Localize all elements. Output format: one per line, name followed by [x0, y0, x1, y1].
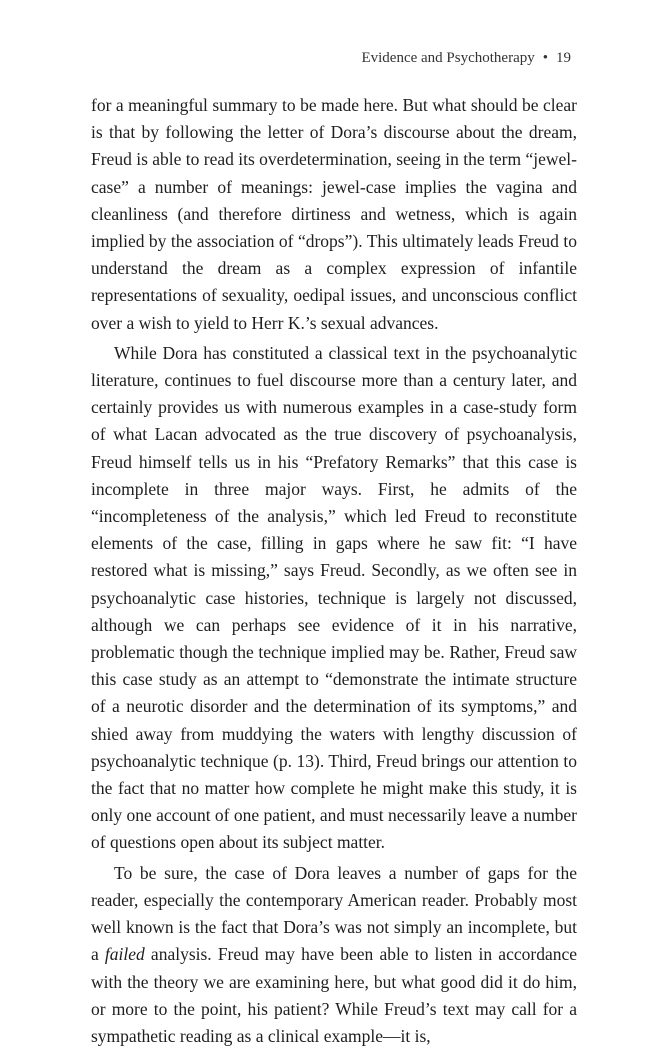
page-number: 19: [556, 50, 571, 66]
running-head: [361, 50, 571, 67]
paragraph-gaps-for-reader: [91, 860, 577, 1050]
paragraph-continued: for a meaningful summary to be made here. But what should be clear is that by following the letter of Dora’s discourse about the dream, Freud is able to read its overdetermination, seeing in the term “jewel-case” a number of meanings: jewel-case implies the vagina and cleanliness (and therefore dirtiness and wetness, which is again implied by the association of “drops”). This ultimately leads Freud to understand the dream as a complex expression of infantile representations of sexuality, oedipal issues, and unconscious conflict over a wish to yield to Herr K.’s sexual advances.: [91, 95, 577, 333]
paragraph-text-before-emphasis: To be sure, the case of Dora leaves a number of gaps for the reader, especially the contemporary American reader. Probably most well known is the fact that Dora’s was not simply an incomplete, but a: [91, 862, 577, 965]
emphasis-failed: failed: [104, 944, 145, 965]
running-head-separator: •: [542, 50, 548, 66]
paragraph-text-after-emphasis: analysis. Freud may have been able to listen in accordance with the theory we are examining here, but what good did it do him, or more to the point, his patient? While Freud’s text may call for a sympathetic reading as a clinical example—it is,: [91, 944, 577, 1046]
body-text: [91, 92, 577, 1053]
running-head-title: Evidence and Psychotherapy: [361, 50, 535, 66]
paragraph-dora-classical-text: While Dora has constituted a classical text in the psychoanalytic literature, continues to fuel discourse more than a century later, and certainly provides us with numerous examples in a case-study form of what Lacan advocated as the true discovery of psychoanalysis, Freud himself tells us in his “Prefatory Remarks” that this case is incomplete in three major ways. First, he admits of the “incompleteness of the analysis,” which led Freud to reconstitute elements of the case, filling in gaps where he saw fit: “I have restored what is missing,” says Freud. Secondly, as we often see in psychoanalytic case histories, technique is largely not discussed, although we can perhaps see evidence of it in his narrative, problematic though the technique implied may be. Rather, Freud saw this case study as an attempt to “demonstrate the intimate structure of a neurotic disorder and the determination of its symptoms,” and shied away from muddying the waters with lengthy discussion of psychoanalytic technique (p. 13). Third, Freud brings our attention to the fact that no matter how complete he might make this study, it is only one account of one patient, and must necessarily leave a number of questions open about its subject matter.: [91, 342, 577, 853]
